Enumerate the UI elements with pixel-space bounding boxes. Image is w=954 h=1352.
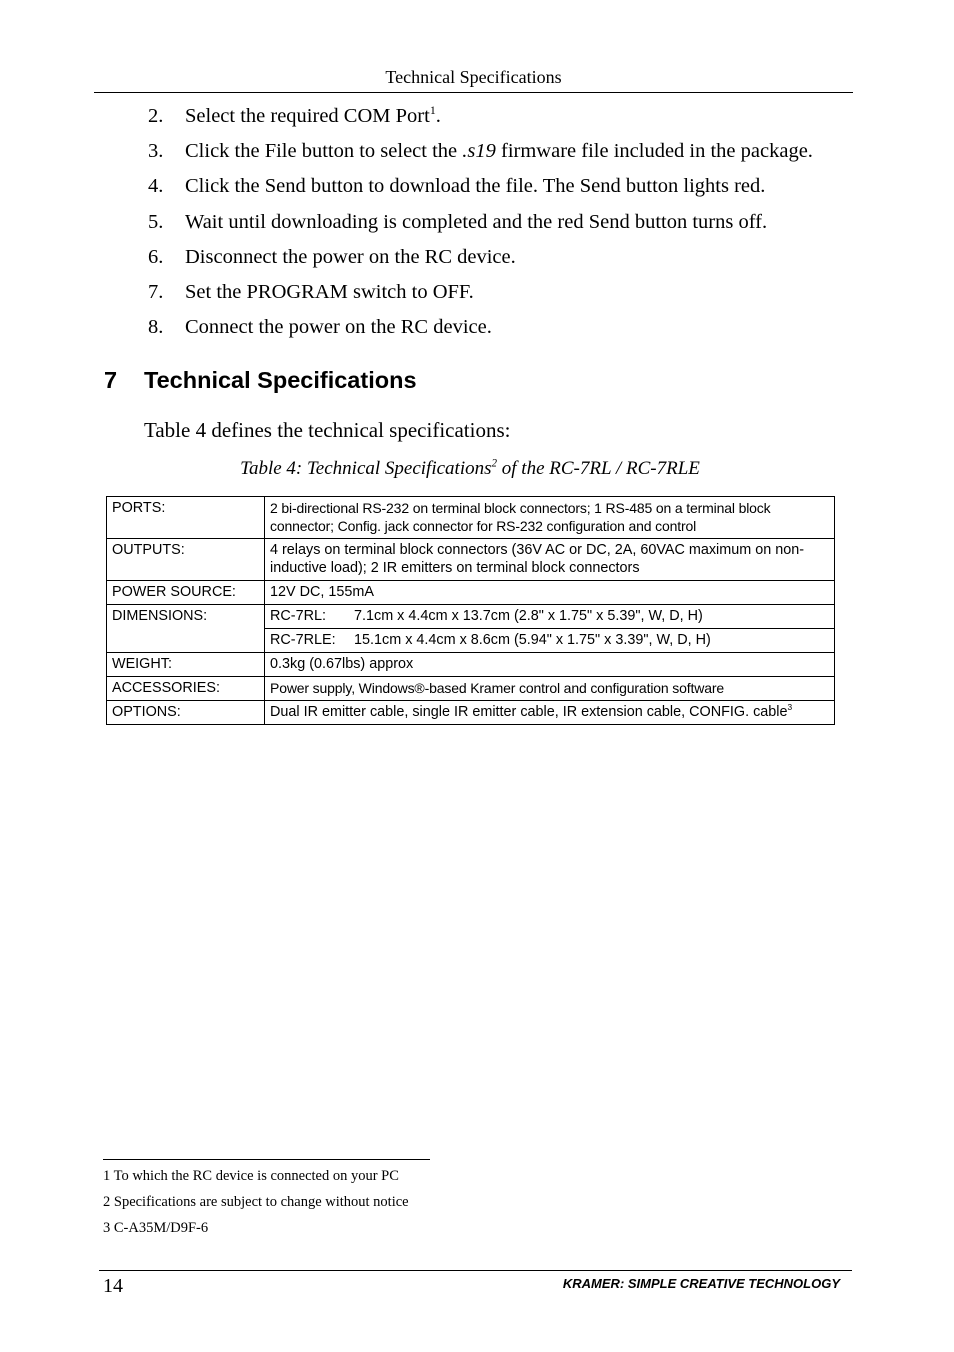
table-row <box>107 653 835 677</box>
table-row <box>107 701 835 725</box>
step-item <box>148 276 813 311</box>
step-text: Wait until downloading is completed and the red Send button turns off. <box>185 210 768 233</box>
step-number: 5. <box>148 210 164 233</box>
footnote: 1 To which the RC device is connected on your PC <box>103 1168 399 1184</box>
spec-label: OPTIONS: <box>107 701 265 725</box>
spec-value <box>265 629 835 653</box>
dimension-value: 15.1cm x 4.4cm x 8.6cm (5.94" x 1.75" x 3.39", W, D, H) <box>354 632 711 648</box>
spec-value: 4 relays on terminal block connectors (36V AC or DC, 2A, 60VAC maximum on non-inductive load); 2 IR emitters on terminal block connectors <box>265 539 835 581</box>
footnote-ref: 2 <box>491 457 498 470</box>
spec-label: POWER SOURCE: <box>107 581 265 605</box>
spec-label: ACCESSORIES: <box>107 677 265 701</box>
step-item <box>148 241 813 276</box>
footnote: 2 Specifications are subject to change without notice <box>103 1194 409 1210</box>
step-text: Select the required COM Port$^1$. <box>185 103 441 127</box>
spec-label: PORTS: <box>107 497 265 539</box>
table-row <box>107 539 835 581</box>
spec-value: Power supply, Windows®-based Kramer control and configuration software <box>265 677 835 701</box>
footnote-separator <box>103 1159 430 1160</box>
step-text: Set the PROGRAM switch to OFF. <box>185 280 474 303</box>
step-text: Disconnect the power on the RC device. <box>185 245 516 268</box>
footnotes <box>103 1164 409 1242</box>
section-number: 7 <box>104 367 118 393</box>
running-header <box>94 66 853 93</box>
section-heading <box>104 364 417 396</box>
table-row <box>107 497 835 539</box>
step-number: 7. <box>148 280 164 303</box>
step-number: 8. <box>148 316 164 339</box>
spec-label: OUTPUTS: <box>107 539 265 581</box>
spec-label: DIMENSIONS: <box>107 605 265 653</box>
file-extension: .s19 <box>462 140 496 163</box>
model-name: RC-7RLE: <box>270 632 336 648</box>
spec-table <box>106 496 835 725</box>
intro-paragraph: Table 4 defines the technical specifications: <box>144 418 511 442</box>
step-item <box>148 170 813 205</box>
model-name: RC-7RL: <box>270 608 326 624</box>
footnote: 3 C-A35M/D9F-6 <box>103 1220 209 1236</box>
running-header-title: Technical Specifications <box>385 67 562 87</box>
step-item <box>148 100 813 135</box>
footnote-ref: 1 <box>429 103 436 118</box>
step-text: Connect the power on the RC device. <box>185 316 492 339</box>
table-row <box>107 605 835 629</box>
step-text: Click the File button to select the .s19 firmware file included in the package. <box>185 140 813 163</box>
procedure-steps <box>148 100 813 346</box>
brand-tagline: KRAMER: SIMPLE CREATIVE TECHNOLOGY <box>562 1276 840 1291</box>
step-number: 2. <box>148 105 164 127</box>
spec-value: 12V DC, 155mA <box>265 581 835 605</box>
step-number: 6. <box>148 245 164 268</box>
step-text: Click the Send button to download the file. The Send button lights red. <box>185 175 766 198</box>
footnote-ref: 3 <box>787 702 793 713</box>
step-number: 4. <box>148 175 164 198</box>
section-title: Technical Specifications <box>144 367 417 393</box>
step-number: 3. <box>148 140 164 163</box>
step-item <box>148 206 813 241</box>
spec-label: WEIGHT: <box>107 653 265 677</box>
spec-value <box>265 605 835 629</box>
page-number: 14 <box>103 1275 123 1297</box>
spec-value: 2 bi-directional RS-232 on terminal block connectors; 1 RS-485 on a terminal block connector; Config. jack connector for RS-232 configuration and control <box>265 497 835 539</box>
spec-value: 0.3kg (0.67lbs) approx <box>265 653 835 677</box>
step-item <box>148 135 813 170</box>
table-row <box>107 677 835 701</box>
table-row <box>107 581 835 605</box>
spec-value: Dual IR emitter cable, single IR emitter cable, IR extension cable, CONFIG. cable$^3$ <box>265 701 835 725</box>
dimension-value: 7.1cm x 4.4cm x 13.7cm (2.8" x 1.75" x 5.39", W, D, H) <box>354 608 703 624</box>
step-item <box>148 311 813 346</box>
page-footer <box>99 1270 852 1301</box>
table-caption: Table 4: Technical Specifications$^2$ of the RC-7RL / RC-7RLE <box>240 457 700 479</box>
